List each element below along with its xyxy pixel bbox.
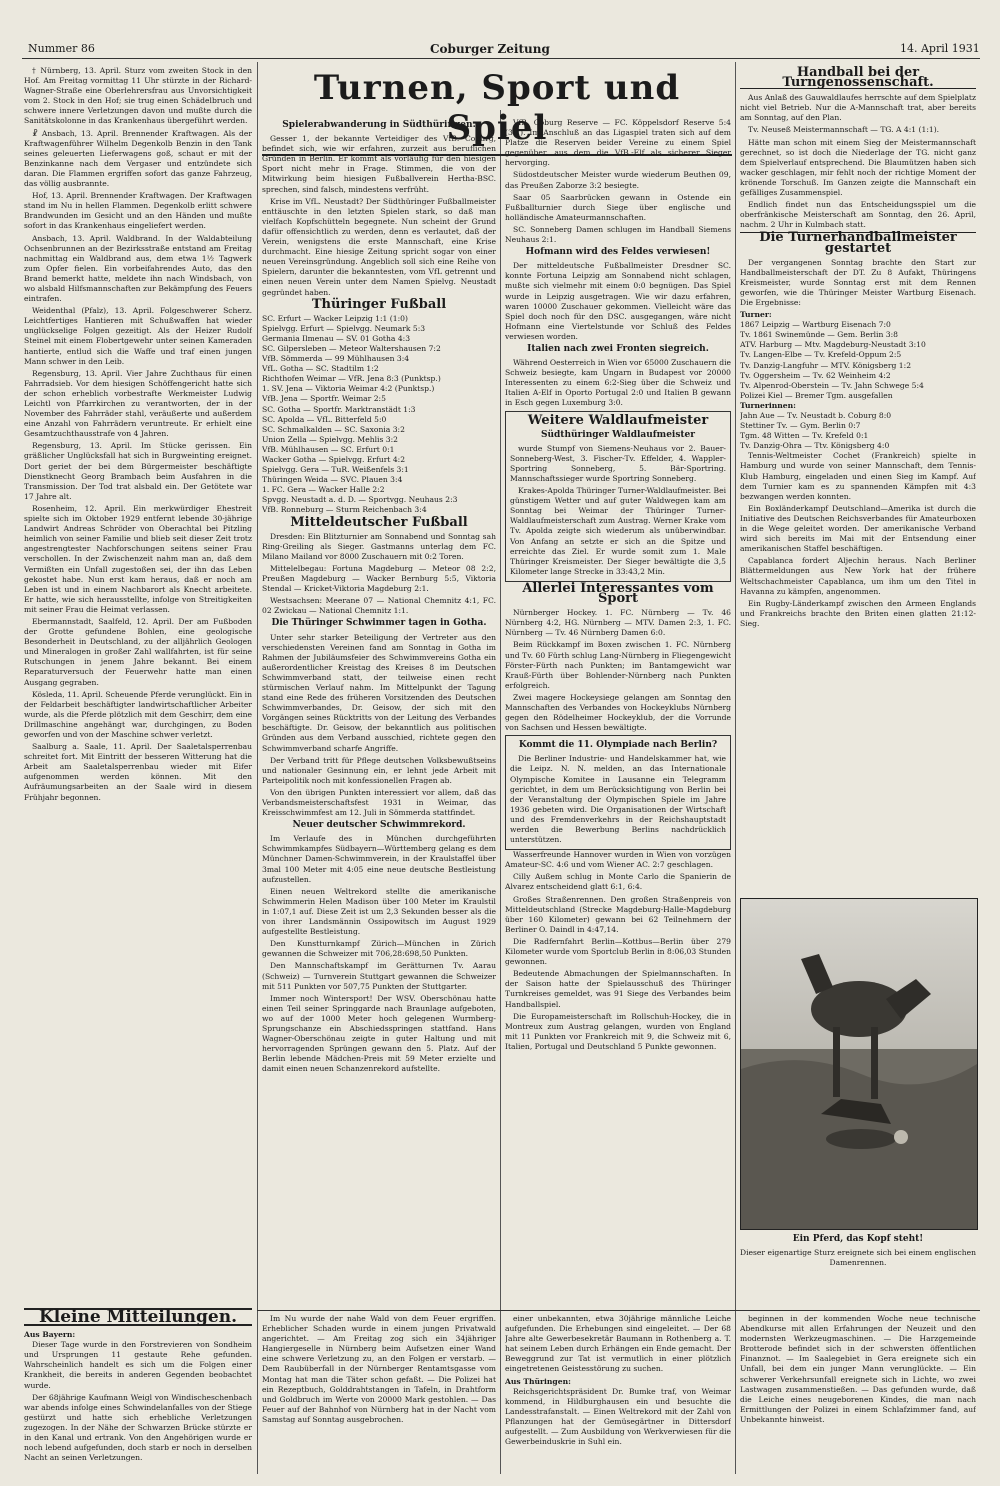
match-result: Tgm. 48 Witten — Tv. Krefeld 0:1 xyxy=(740,431,869,441)
article-paragraph: Krakes-Apolda Thüringer Turner-Waldlaufmeister. Bei günstigem Wetter und auf guter Waldwegen kam am Sonntag bei Weimar der Thüringer Turner-Waldlaufmeisterschaft zum Austrag. Werner Krake vom Tv. Apolda zeigte sich wiederum als unüberwindbar. Von Anfang an setzte er sich an die Spitze und erreichte das Ziel. Er wurde somit zum 1. Male Thüringer Kreismeister. Der Sieger bewältigte die 3,5 Kilometer lange Strecke in 33:43,2 Min. xyxy=(510,486,726,576)
issue-date: 14. April 1931 xyxy=(900,42,980,55)
results-label: Turner: xyxy=(740,310,772,320)
match-result: VfB. Ronneburg — Sturm Reichenbach 3:4 xyxy=(262,505,427,515)
article-paragraph: Den Kunstturnkampf Zürich—München in Zürich gewannen die Schweizer mit 706,28:698,50 Punkten. xyxy=(262,939,496,959)
match-result: 1867 Leipzig — Wartburg Eisenach 7:0 xyxy=(740,320,891,330)
rider xyxy=(826,1129,896,1149)
article-paragraph: Die Europameisterschaft im Rollschuh-Hockey, die in Montreux zum Austrag gelangen, wurden von England mit 11 Punkten vor Frankreich mit 9, die Schweiz mit 6, Italien, Portugal und Deutschland 5 Punkte gewonnen. xyxy=(505,1011,731,1051)
caption-text: Dieser eigenartige Sturz ereignete sich bei einem englischen Damenrennen. xyxy=(740,1248,976,1268)
article-heading: Mitteldeutscher Fußball xyxy=(290,514,468,530)
article-paragraph: beginnen in der kommenden Woche neue technische Abendkurse mit allen Erfahrungen der Neuzeit und den modernsten Werkzeugmaschinen. — Die Harzgemeinde Brotterode befindet sich in der schwersten öffentlichen Finanznot. — Im Saalegebiet in Gera ereignete sich ein Unfall, bei dem ein junger Mann verunglückte. — Ein schwerer Verkehrsunfall ereignete sich in Lichte, wo zwei Lastwagen zusammenstießen. — Das gefunden wurde, daß die Leiche eines neugeborenen Kindes, die man nach Ermittlungen der Polizei in einem Schlafzimmer fand, auf Unbekannte hinweist. xyxy=(740,1314,976,1424)
photo-image xyxy=(741,899,977,1229)
article-paragraph: Zwei magere Hockeysiege gelangen am Sonntag den Mannschaften des Verbandes von Hockeyklubs Nürnberg gegen den Rödelheimer Hockeyklub, der die Vorrunde von Sachsen und Hessen bewältigte. xyxy=(505,692,731,733)
article-paragraph: Saar 05 Saarbrücken gewann in Ostende ein Fußballturnier durch Siege über englische und holländische Amateurmannschaften. xyxy=(505,192,731,222)
article-paragraph: Die Berliner Industrie- und Handelskammer hat, wie die Leipz. N. N. melden, an das Internationale Olympische Komitee in Lausanne ein Telegramm gerichtet, in dem um Berücksichtigung von Berlin bei der Veranstaltung der Olympischen Spiele im Jahre 1936 gebeten wird. Die Organisationen der Wirtschaft und des Fremdenverkehrs in der Reichshauptstadt werden die Bewerbung Berlins nachdrücklich unterstützen. xyxy=(510,754,726,845)
column-divider xyxy=(735,62,736,1474)
article-paragraph: einer unbekannten, etwa 30jährige männliche Leiche aufgefunden. Die Erhebungen sind eingeleitet. — Der 68 Jahre alte Gewerbesekretär Baumann in Rothenberg a. T. hat seinem Leben durch Erhängen ein Ende gemacht. Der Beweggrund zur Tat ist vermutlich in einer plötzlich eingetretenen Geistesstörung zu suchen. xyxy=(505,1314,731,1374)
article-paragraph: Den Mannschaftskampf im Gerätturnen Tv. Aarau (Schweiz) — Turnverein Stuttgart gewannen die Schweizer mit 511 Punkten vor 507,75 Punkten der Stuttgarter. xyxy=(262,961,496,991)
article-paragraph: Ein Boxländerkampf Deutschland—Amerika ist durch die Initiative des Deutschen Reichsverbandes für Amateurboxen in die Wege geleitet worden. Der amerikanische Verband wird sich bereits im Mai mit der Entsendung einer amerikanischen Staffel beschäftigen. xyxy=(740,503,976,554)
match-result: VfL. Gotha — SC. Stadtilm 1:2 xyxy=(262,364,379,374)
match-result: Spielvgg. Gera — TuR. Weißenfels 3:1 xyxy=(262,465,409,475)
match-result: SC. Gilpersleben — Meteor Waltershausen 7:2 xyxy=(262,343,441,353)
article-heading: Spielerabwanderung in Südthüringen. xyxy=(282,120,476,130)
article-heading: Die Thüringer Schwimmer tagen in Gotha. xyxy=(271,618,487,629)
match-result: Polizei Kiel — Bremer Tgm. ausgefallen xyxy=(740,390,893,400)
match-result: SC. Erfurt — Wacker Leipzig 1:1 (1:0) xyxy=(262,313,408,323)
article-paragraph: Ansbach, 13. April. Waldbrand. In der Waldabteilung Ochsenbrunnen an der Bezirksstraße entstand am Freitag nachmittag ein Waldbrand aus, dem etwa 1½ Tagwerk zum Opfer fielen. Ein vorbeifahrendes Auto, das den Brand bemerkt hatte, meldete ihn nach Windsbach, von wo alsbald Hilfsmannschaften zur Bekämpfung des Feuers eintrafen. xyxy=(24,233,252,304)
column-divider xyxy=(500,110,501,1474)
article-paragraph: Großes Straßenrennen. Den großen Straßenpreis von Mitteldeutschland (Strecke Magdeburg-Halle-Magdeburg über 160 Kilometer) gewann bei 62 Teilnehmern der Berliner O. Daindl in 4:47,14. xyxy=(505,894,731,934)
article-paragraph: Tv. Neuseß Meistermannschaft — TG. A 4:1 (1:1). xyxy=(748,125,940,135)
sports-main-title: Turnen, Sport und Spiel xyxy=(262,68,732,156)
bottom-column-3 xyxy=(505,1314,731,1474)
match-result: VfB. Mühlhausen — SC. Erfurt 0:1 xyxy=(262,444,395,454)
article-heading: Hofmann wird des Feldes verwiesen! xyxy=(525,247,711,258)
article-paragraph: Einen neuen Weltrekord stellte die amerikanische Schwimmerin Helen Madison über 100 Meter im Kraulstil in 1:07,1 auf. Diese Zeit ist um 2,3 Sekunden besser als die von ihrer Landsmännin Ossipowitsch im August 1929 aufgestellte Bestleistung. xyxy=(262,886,496,937)
photo-caption xyxy=(740,1232,976,1292)
section-subheading: Aus Bayern: xyxy=(24,1330,76,1340)
olympia-box xyxy=(505,735,731,850)
article-paragraph: Während Oesterreich in Wien vor 65000 Zuschauern die Schweiz besiegte, kam Ungarn in Budapest vor 20000 Interessenten zu einem 6:2-Sieg über die Schweiz und Italien A-Elf in Oporto Portugal 2:0 und Italien B gewann in Esch gegen Luxemburg 3:0. xyxy=(505,358,731,408)
article-paragraph: ☧ Ansbach, 13. April. Brennender Kraftwagen. Als der Kraftwagenführer Wilhelm Degenkolb Benzin in den Tank seines geleuerten Lieferwagens goß, schaut er mit der Benzinkanne nach dem Vergaser und entzündete sich daran. Die Flammen ergriffen sofort das ganze Fahrzeug, das völlig ausbrannte. xyxy=(24,128,252,189)
article-paragraph: Gesser 1, der bekannte Verteidiger des VfB. Coburg, befindet sich, wie wir erfahren, zurzeit aus beruflichen Gründen in Berlin. Er kommt als vorläufig für den hiesigen Sport nicht mehr in Frage. Stimmen, die von der Mitwirkung beim hiesigen Fußballverein Hertha-BSC. sprechen, sind falsch, mindestens verfrüht. xyxy=(262,134,496,194)
article-paragraph: Capablanca fordert Aljechin heraus. Nach Berliner Blättermeldungen aus New York hat der frühere Weltschachmeister Capablanca, um ihm um den Titel in Havanna zu kämpfen, angenommen. xyxy=(740,556,976,596)
column-sports-2 xyxy=(505,118,731,1308)
section-subheading: Aus Thüringen: xyxy=(505,1376,571,1386)
article-paragraph: Der mitteldeutsche Fußballmeister Dresdner SC. konnte Fortuna Leipzig am Sonnabend nicht schlagen, mußte sich vielmehr mit einem 0:0 begnügen. Das Spiel wurde in Leipzig ausgetragen. Wie wir dazu erfahren, waren 10000 Zuschauer gekommen. Vielleicht wäre das Spiel doch noch für den DSC. ausgegangen, wäre nicht Hofmann eine Viertelstunde vor Schluß des Feldes verwiesen worden. xyxy=(505,261,731,341)
article-paragraph: Im Nu wurde der nahe Wald von dem Feuer ergriffen. Erheblicher Schaden wurde in einem jungen Privatwald angerichtet. — Am Freitag zog sich ein 34jähriger Hangiergeselle in Nürnberg beim Aufsetzen einer Wand eine schwere Verletzung zu, an den Folgen er verstarb. — Dem Raubüberfall in der Nürnberger Rentamtsgasse vom Montag hat man die Täter schon gefaßt. — Die Polizei hat ein Rezeptbuch, Golddrahtstangen in Tafeln, in Drahtform und Goldbruch im Werte von 20000 Mark gestohlen. — Das Feuer auf der Bahnhof von Nürnberg hat in der Nacht vom Samstag auf Sonntag ausgebrochen. xyxy=(262,1314,496,1424)
column-local-news xyxy=(24,66,252,1306)
column-divider xyxy=(257,62,258,1474)
box-heading: Weitere Waldlaufmeister xyxy=(527,412,709,428)
match-result: Tv. 1861 Swinemünde — Gem. Berlin 3:8 xyxy=(740,330,898,340)
match-result: Spvgg. Neustadt a. d. D. — Sportvgg. Neuhaus 2:3 xyxy=(262,495,458,505)
article-paragraph: VfB. Coburg Reserve — FC. Köppelsdorf Reserve 5:4 (3:1). Im Anschluß an das Ligaspiel traten sich auf dem Platze die Reserven beider Vereine zu einem Spiel gegenüber, aus dem die VfB.-Elf als sicherer Sieger hervorging. xyxy=(505,118,731,168)
article-paragraph: Endlich findet nun das Entscheidungsspiel um die oberfränkische Meisterschaft am Sonntag, den 26. April, nachm. 2 Uhr in Kulmbach statt. xyxy=(740,200,976,230)
article-paragraph: Rosenheim, 12. April. Ein merkwürdiger Ehestreit spielte sich im Oktober 1929 entfernt lebende 30-jährige Landwirt Andreas Schröder von Oberachtal bei Pitzling heimlich von seiner Familie und blieb seit dieser Zeit trotz angestrengtester Nachforschungen seitens seiner Frau verschollen. In der Zwischenzeit nahm man an, daß dem Vermißten ein Unfall zugestoßen sei, der ihn das Leben gekostet habe. Nun erst kam heraus, daß er noch am Leben ist und in einem Nachbarort als Knecht arbeitete. Er hatte, wie sich herausstellte, infolge von Streitigkeiten mit seiner Frau die Heimat verlassen. xyxy=(24,503,252,614)
match-result: Germania Ilmenau — SV. 01 Gotha 4:3 xyxy=(262,333,411,343)
match-result: SC. Gotha — Sportfr. Marktranstädt 1:3 xyxy=(262,404,416,414)
match-result: Tv. Oggersheim — Tv. 62 Weinheim 4:2 xyxy=(740,370,891,380)
masthead-rule xyxy=(22,58,980,59)
match-result: VfB. Sömmerda — 99 Mühlhausen 3:4 xyxy=(262,354,410,364)
article-paragraph: Krise im VfL. Neustadt? Der Südthüringer Fußballmeister enttäuschte in den letzten Spielen stark, so daß man vielfach Kopfschütteln begegnete. Nun scheint der Grund dafür offensichtlich zu werden, denn es verlautet, daß der Verein, wenigstens die erste Mannschaft, eine Krise durchmacht. Eine hiesige Zeitung spricht sogar von einer neuen Vereinsgründung. Angeblich soll sich eine Reihe von Spielern, darunter die bekanntesten, vom VfL getrennt und einen neuen Verein unter dem Namen Spielvg. Neustadt gegründet haben. xyxy=(262,196,496,297)
article-paragraph: Hätte man schon mit einem Sieg der Meistermannschaft gerechnet, so ist doch die Niederlage der TG. nicht ganz dem Spielverlauf entsprechend. Die Blaumützen haben sich wacker geschlagen, mir fehlt noch der richtige Moment der krönende Torschuß. Im Ganzen zeigte die Mannschaft ein gefälliges Zusammenspiel. xyxy=(740,137,976,198)
kleine-mitteilungen-section xyxy=(24,1306,252,1478)
article-paragraph: Immer noch Wintersport! Der WSV. Oberschönau hatte einen Teil seiner Springgarde nach Braunlage aufgeboten, wo auf der 1000 Meter hoch gelegenen Wurmberg-Sprungschanze ein Abschiedsspringen stattfand. Hans Wagner-Oberschönau zeigte in guter Haltung und mit hervorragenden Sprüngen gewann den 5. Platz. Auf der Berlin lebende Mädchen-Preis mit 59 Meter erzielte und damit einen neuen Schanzenrekord aufstellte. xyxy=(262,993,496,1074)
article-paragraph: Südostdeutscher Meister wurde wiederum Beuthen 09, das Preußen Zaborze 3:2 besiegte. xyxy=(505,170,731,190)
article-paragraph: Mittelelbegau: Fortuna Magdeburg — Meteor 08 2:2, Preußen Magdeburg — Wacker Bernburg 5:5, Viktoria Stendal — Kricket-Viktoria Magdeburg 2:1. xyxy=(262,563,496,594)
bottom-column-4 xyxy=(740,1314,976,1474)
horse-fall-photo xyxy=(740,898,978,1230)
article-paragraph: Hof, 13. April. Brennender Kraftwagen. Der Kraftwagen stand im Nu in hellen Flammen. Degenkolb erlitt schwere Brandwunden im Gesicht und an den Händen und mußte sofort in das Krankenhaus eingeliefert werden. xyxy=(24,191,252,231)
box-subheading: Südthüringer Waldlaufmeister xyxy=(540,429,696,440)
caption-title: Ein Pferd, das Kopf steht! xyxy=(792,1234,924,1244)
match-result: Stettiner Tv. — Gym. Berlin 0:7 xyxy=(740,421,861,431)
match-result: Spielvgg. Erfurt — Spielvgg. Neumark 5:3 xyxy=(262,323,426,333)
article-paragraph: Der 68jährige Kaufmann Weigl von Windischeschenbach war abends infolge eines Schwindelanfalles von der Stiege gestürzt und hatte sich erhebliche Verletzungen zugezogen. In der Nähe der Schwarzen Brücke stürzte er in den Kanal und ertrank. Von den Angehörigen wurde er noch lebend aufgefunden, doch starb er noch in derselben Nacht an seinen Verletzungen. xyxy=(24,1392,252,1463)
page-number: Nummer 86 xyxy=(28,42,95,55)
bottom-column-2 xyxy=(262,1314,496,1474)
article-paragraph: Ebermannstadt, Saalfeld, 12. April. Der am Fußboden der Grotte gefundene Bohlen, eine geologische Besonderheit in Deutschland, zu der alljährlich Geologen und Mineralogen in großer Zahl wallfahrten, ist für seine Rutschungen in jenem Jahre bekannt. Bei einem Reparaturversuch der Feuerwehr hatte man einen Ausgang gegraben. xyxy=(24,616,252,687)
article-paragraph: Wasserfreunde Hannover wurden in Wien von vorzügen Amateur-SC. 4:6 und vom Wiener AC. 2:7 geschlagen. xyxy=(505,850,731,870)
article-paragraph: Cilly Außem schlug in Monte Carlo die Spanierin de Alvarez entscheidend glatt 6:1, 6:4. xyxy=(505,872,731,892)
match-result: Richthofen Weimar — VfR. Jena 8:3 (Punktsp.) xyxy=(262,374,441,384)
match-result: SC. Schmalkalden — SC. Saxonia 3:2 xyxy=(262,424,405,434)
article-paragraph: Weidenthal (Pfalz), 13. April. Folgeschwerer Scherz. Leichtfertiges Hantieren mit Schußwaffen hat wieder unglückselige Folgen gezeitigt. Als der Heizer Rudolf Steinel mit einem Flobertgewehr unter seinen Kameraden hantierte, entlud sich die Waffe und traf einen jungen Mann schwer in den Leib. xyxy=(24,306,252,366)
masthead xyxy=(0,0,1000,64)
article-paragraph: Regensburg, 13. April. Vier Jahre Zuchthaus für einen Fahrradsieb. Vor dem hiesigen Schöffengericht hatte sich der schon erheblich vorbestrafte Werkmeister Ludwig Leichtl von Pfarrkirchen zu verantworten, der in der November des Fahrräder stahl, veräußerte und außerdem eine Anzahl von Fahrrädern veruntreute. Er erhielt eine Gesamtzuchthausstrafe von 4 Jahren. xyxy=(24,368,252,439)
article-heading: Die Turnerhandballmeister gestartet xyxy=(740,232,976,253)
article-paragraph: Dresden: Ein Blitzturnier am Sonnabend und Sonntag sah Ring-Greiling als Sieger. Gastmanns unterlag dem FC. Milano Mailand vor 8000 Zuschauern mit 0:2 Toren. xyxy=(262,531,496,561)
match-result: Tv. Langen-Elbe — Tv. Krefeld-Oppum 2:5 xyxy=(740,350,902,360)
article-paragraph: SC. Sonneberg Damen schlugen im Handball Siemens Neuhaus 2:1. xyxy=(505,224,731,245)
match-result: Thüringen Weida — SVC. Plauen 3:4 xyxy=(262,475,403,485)
article-heading: Neuer deutscher Schwimmrekord. xyxy=(292,820,466,831)
article-paragraph: Ein Rugby-Länderkampf zwischen den Armeen Englands und Frankreichs brachte den Briten einen glatten 21:12-Sieg. xyxy=(740,598,976,628)
article-paragraph: Saalburg a. Saale, 11. April. Der Saaletalsperrenbau schreitet fort. Mit Eintritt der besseren Witterung hat die Arbeit am Saaletalsperrenbau wieder mit Eifer aufgenommen werden können. Mit den Aufräumungsarbeiten an der Saale wird in diesem Frühjahr begonnen. xyxy=(24,742,252,802)
match-result: Wacker Gotha — Spielvgg. Erfurt 4:2 xyxy=(262,455,406,464)
article-heading: Italien nach zwei Fronten siegreich. xyxy=(527,343,709,354)
results-label: Turnerinnen: xyxy=(740,400,796,410)
box-heading: Kommt die 11. Olympiade nach Berlin? xyxy=(518,740,718,751)
match-result: Tv. Alpenrod-Oberstein — Tv. Jahn Schwege 5:4 xyxy=(740,380,924,390)
section-rule xyxy=(257,1310,980,1311)
article-paragraph: Regensburg, 13. April. Im Stücke gerissen. Ein gräßlicher Unglücksfall hat sich in Burgweinting ereignet. Dort geriet der bei dem Bürgermeister beschäftigte Dienstknecht Georg Brambach beim Ausfahren in die Transmission. Der Tod trat alsbald ein. Der Getötete war 17 Jahre alt. xyxy=(24,441,252,501)
match-result: Tv. Danzig-Ohra — Ttv. Königsberg 4:0 xyxy=(740,441,890,451)
column-sports-1 xyxy=(262,118,496,1308)
article-paragraph: Kösleda, 11. April. Scheuende Pferde verunglückt. Ein in der Feldarbeit beschäftigter landwirtschaftlicher Arbeiter wurde, als die Pferde plötzlich mit dem Geschirr, dem eine Drillmaschine angehängt war, durchgingen, zu Boden geworfen und von der Maschine schwer verletzt. xyxy=(24,689,252,739)
article-paragraph: Der vergangenen Sonntag brachte den Start zur Handballmeisterschaft der DT. Zu 8 Aufakt, Thüringens Kreismeister, wurde Sonntag erst mit dem Rennen geworfen, wie die Thüringer Meister Wartburg Eisenach. Die Ergebnisse: xyxy=(740,257,976,307)
article-heading: Allerlei Interessantes vom Sport xyxy=(522,580,714,607)
article-paragraph: Von den übrigen Punkten interessiert vor allem, daß das Verbandsmeisterschaftsfest 1931 in Weimar, das Kreisschwimmfest am 12. Juli in Sömmerda stattfindet. xyxy=(262,787,496,818)
match-result: SC. Apolda — VfL. Bitterfeld 5:0 xyxy=(262,414,387,424)
article-paragraph: Im Verlaufe des in München durchgeführten Schwimmkampfes Südbayern—Württemberg gelang es dem Münchner Damen-Schwimmverein, in der Kraulstaffel über 3mal 100 Meter mit 4:05 eine neue deutsche Bestleistung aufzustellen. xyxy=(262,834,496,884)
article-heading: Handball bei der Turngenossenschaft. xyxy=(740,68,976,89)
article-heading: Thüringer Fußball xyxy=(311,296,447,312)
match-result: Union Zella — Spielvgg. Mehlis 3:2 xyxy=(262,434,398,444)
article-paragraph: Dieser Tage wurde in den Forstrevieren von Sondheim und Ursprungen 11 gestaute Rehe gefunden. Wahrscheinlich handelt es sich um die Folgen einer Krankheit, die bereits in anderen Gegenden beobachtet wurde. xyxy=(24,1340,252,1390)
article-paragraph: Reichsgerichtspräsident Dr. Bumke traf, von Weimar kommend, in Hildburghausen ein und besuchte die Landesstrafanstalt. — Einen Weltrekord mit der Zahl von Pflanzungen hat der Gemüsegärtner in Dittersdorf aufgestellt. — Zum Ausbildung von Werkverwiesen für die Gewerbeinduskrie in Suhl ein. xyxy=(505,1386,731,1447)
article-paragraph: Beim Rückkampf im Boxen zwischen 1. FC. Nürnberg und Tv. 60 Fürth schlug Lang-Nürnberg in Fliegengewicht Förster-Fürth nach Punkten; im Bantamgewicht war Krauß-Fürth über Bohlender-Nürnberg nach Punkten erfolgreich. xyxy=(505,640,731,690)
waldlauf-box xyxy=(505,411,731,582)
article-paragraph: Bedeutende Abmachungen der Spielmannschaften. In der Saison hatte der Spielausschuß des Thüringer Turnkreises gemeldet, was 91 Siege des Verbandes beim Handballspiel. xyxy=(505,969,731,1009)
match-result: VfB. Jena — Sportfr. Weimar 2:5 xyxy=(262,394,386,404)
article-paragraph: † Nürnberg, 13. April. Sturz vom zweiten Stock in den Hof. Am Freitag vormittag 11 Uhr stürzte in der Richard-Wagner-Straße eine Oberlehrersfrau aus Unvorsichtigkeit vom 2. Stock in den Hof; sie trug einen Schädelbruch und schwere innere Verletzungen davon und mußte durch die Sanitätskolonne in das Krankenhaus übergeführt werden. xyxy=(24,66,252,126)
match-result: 1. SV. Jena — Viktoria Weimar 4:2 (Punktsp.) xyxy=(262,384,435,394)
newspaper-title: Coburger Zeitung xyxy=(430,42,550,56)
article-paragraph: Nürnberger Hockey. 1. FC. Nürnberg — Tv. 46 Nürnberg 4:2, HG. Nürnberg — MTV. Damen 2:3, 1. FC. Nürnberg — Tv. 46 Nürnberg Damen 6:0. xyxy=(505,608,731,638)
match-result: Tv. Danzig-Langfuhr — MTV. Königsberg 1:2 xyxy=(740,360,912,370)
article-paragraph: Der Verband tritt für Pflege deutschen Volksbewußtseins und nationaler Gesinnung ein, er lehnt jede Arbeit mit Parteipolitik noch mit konfessionellen Fragen ab. xyxy=(262,755,496,785)
match-result: Jahn Aue — Tv. Neustadt b. Coburg 8:0 xyxy=(740,411,892,420)
match-result: ATV. Harburg — Mtv. Magdeburg-Neustadt 3:10 xyxy=(740,340,926,350)
match-result: 1. FC. Gera — Wacker Halle 2:2 xyxy=(262,485,385,495)
article-paragraph: Unter sehr starker Beteiligung der Vertreter aus den verschiedensten Vereinen fand am Sonntag in Gotha im Rahmen der Jubiläumsfeier des Schwimmvereins Gotha ein außerordentlicher Kreistag des Kreises 8 im Deutschen Schwimmverband statt, der teilweise einen recht stürmischen Verlauf nahm. Im Mittelpunkt der Tagung stand eine Rede des früheren Vorsitzenden des Deutschen Schwimmverbandes, Dr. Geisow, der sich mit den Vorgängen seines Rücktritts von der Leitung des Verbandes beschäftigte. Dr. Geisow, der bekanntlich aus politischen Gründen aus dem Verband ausschied, richtete gegen den Schwimmverband scharfe Angriffe. xyxy=(262,632,496,753)
article-paragraph: Tennis-Weltmeister Cochet (Frankreich) spielte in Hamburg und wurde von seiner Mannschaft, dem Tennis-Klub Hamburg, eingeladen und einen Sieg im Kampf. Auf dem Turnier kam es zu spannenden Kämpfen mit 4:3 bezwangen werden konnten. xyxy=(740,451,976,501)
article-paragraph: Aus Anlaß des Gauwaldlaufes herrschte auf dem Spielplatz nicht viel Betrieb. Nur die A-Mannschaft trat, aber bereits am Sonntag, auf den Plan. xyxy=(740,93,976,123)
section-heading: Kleine Mitteilungen. xyxy=(24,1308,252,1326)
article-paragraph: wurde Stumpf von Siemens-Neuhaus vor 2. Bauer-Sonneberg-West, 3. Fischer-Tv. Effelder, 4. Wappler-Sportring Sonneberg, 5. Bär-Sportring. Mannschaftssieger wurde Sportring Sonneberg. xyxy=(510,443,726,483)
article-paragraph: Westsachsen: Meerane 07 — National Chemnitz 4:1, FC. 02 Zwickau — National Chemnitz 1:1. xyxy=(262,596,496,616)
article-paragraph: Die Radfernfahrt Berlin—Kottbus—Berlin über 279 Kilometer wurde vom Sportclub Berlin in 8:06,03 Stunden gewonnen. xyxy=(505,936,731,967)
column-handball xyxy=(740,66,976,896)
